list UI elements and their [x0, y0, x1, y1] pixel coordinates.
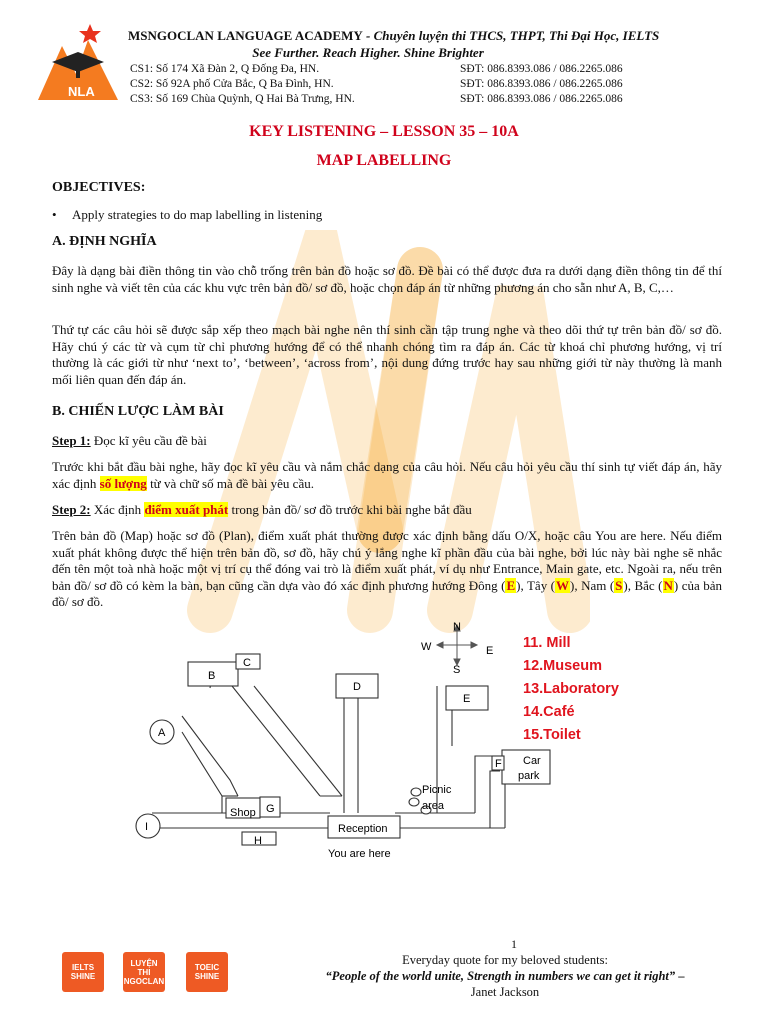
branch-row — [130, 78, 623, 90]
branch-phone: SĐT: 086.8393.086 / 086.2265.086 — [460, 63, 623, 75]
answer-legend — [523, 632, 619, 747]
academy-name: MSNGOCLAN LANGUAGE ACADEMY — [128, 28, 363, 43]
direction-sep: ), Nam ( — [570, 577, 615, 593]
direction-north: N — [663, 577, 673, 593]
step-1-paragraph — [52, 459, 722, 492]
map-label-car: Car — [523, 755, 541, 767]
legend-item: 12.Museum — [523, 658, 602, 674]
compass-w: W — [421, 641, 432, 653]
academy-logo-icon — [32, 22, 124, 102]
quote-author: Janet Jackson — [470, 985, 540, 999]
academy-header — [128, 28, 748, 44]
lesson-subtitle: MAP LABELLING — [316, 152, 452, 169]
step-1-label: Step 1: — [52, 433, 91, 448]
branch-phone: SĐT: 086.8393.086 / 086.2265.086 — [460, 93, 623, 105]
ngoclan-logo-icon: LUYỆN THI NGOCLAN — [123, 952, 165, 992]
step-2-paragraph — [52, 528, 722, 611]
ielts-shine-logo-icon: IELTS SHINE — [62, 952, 104, 992]
bullet-icon: • — [52, 207, 57, 222]
lesson-title: KEY LISTENING – LESSON 35 – 10A — [249, 123, 519, 140]
branch-address: CS1: Số 174 Xã Đàn 2, Q Đống Đa, HN. — [130, 63, 320, 75]
step-2-end: ) của bản đồ/ sơ đồ. — [52, 577, 723, 610]
section-a-paragraph-2: Thứ tự các câu hỏi sẽ được sắp xếp theo mạch bài nghe nên thí sinh cần tập trung nghe và theo dõi thứ tự trên bản đồ/ sơ đồ. Hãy chú ý các từ và cụm từ chỉ phương hướng để có thể nhanh chóng tìm ra đáp án. Các từ khoá chỉ phương hướng, vị trí thường là các giới từ như ‘next to’, ‘between’, ‘across from’, nội dung đứng trước hay sau những giới từ này thường là manh mối liên quan đến đáp án. — [52, 322, 722, 387]
toeic-shine-logo-icon: TOEIC SHINE — [186, 952, 228, 992]
step-1-text: Đọc kĩ yêu cầu đề bài — [90, 433, 207, 448]
step-2-text-b: trong bản đồ/ sơ đồ trước khi bài nghe bắt đầu — [228, 502, 472, 517]
map-label-f: F — [495, 758, 502, 770]
map-label-you-are-here: You are here — [328, 848, 391, 860]
branch-address: CS2: Số 92A phố Cửa Bắc, Q Ba Đình, HN. — [130, 78, 334, 90]
direction-south: S — [615, 577, 623, 593]
legend-item: 13.Laboratory — [523, 681, 619, 697]
map-label-d: D — [353, 681, 361, 693]
highlight-starting-point: điểm xuất phát — [144, 502, 229, 517]
map-label-area: area — [422, 800, 445, 812]
map-label-a: A — [158, 727, 166, 739]
footer-quote — [270, 952, 740, 1000]
map-picnic-circle — [409, 798, 419, 806]
branch-row — [130, 63, 623, 75]
map-label-c: C — [243, 657, 251, 669]
section-b-heading: B. CHIẾN LƯỢC LÀM BÀI — [52, 404, 224, 419]
step-2-body: Trên bản đồ (Map) hoặc sơ đồ (Plan), điểm xuất phát thường được xác định bằng dấu O/X, hoặc câu You are here. Nếu điểm xuất phát không được thể hiện trên bản đồ, sơ đồ, hãy chú ý lắng nghe kĩ phần đầu của bài nghe, bởi lúc này bài nghe sẽ nhắc đến tên một toà nhà hoặc một vị trí cụ thể đóng vai trò là điểm xuất phát, ví dụ như Entrance, Main gate, etc. Ngoài ra, nếu trên bản đồ/ sơ đồ có kèm la bàn, bạn cũng cần dựa vào đó xác định phương hướng Đông ( — [52, 528, 722, 593]
direction-sep: ), Tây ( — [516, 577, 556, 593]
step-1-heading — [52, 433, 207, 449]
section-a-paragraph-1: Đây là dạng bài điền thông tin vào chỗ trống trên bản đồ hoặc sơ đồ. Đề bài có thể được đưa ra dưới dạng điền thông tin để thí sinh nghe và viết tên của các khu vực trên bản đồ/ sơ đồ, hoặc chọn đáp án từ những phương án cho sẵn như A, B, C,… — [52, 263, 722, 295]
direction-east: E — [506, 577, 516, 593]
map-label-picnic: Picnic — [422, 784, 452, 796]
objectives-heading: OBJECTIVES: — [52, 180, 146, 195]
branch-phone: SĐT: 086.8393.086 / 086.2265.086 — [460, 78, 623, 90]
svg-text:NLA: NLA — [68, 84, 95, 99]
page-number: 1 — [511, 937, 517, 951]
objective-item — [52, 207, 322, 223]
step-1-text-a: Trước khi bắt đầu bài nghe, hãy đọc kĩ yêu cầu và nắm chắc dạng của câu hỏi. Nếu câu hỏi yêu cầu thí sinh tự viết đáp án, hãy xác định — [52, 459, 722, 491]
quote-dash: – — [675, 969, 685, 983]
step-2-label: Step 2: — [52, 502, 91, 517]
legend-item: 11. Mill — [523, 635, 571, 651]
academy-tagline: - Chuyên luyện thi THCS, THPT, Thi Đại Học, IELTS — [362, 28, 660, 43]
academy-slogan: See Further. Reach Higher. Shine Brighter — [252, 45, 484, 60]
map-picnic-circle — [411, 788, 421, 796]
step-2-heading — [52, 502, 472, 518]
objective-text: Apply strategies to do map labelling in listening — [72, 207, 323, 222]
highlight-quantity: số lượng — [99, 475, 147, 491]
map-label-e: E — [463, 693, 471, 705]
branch-row — [130, 93, 623, 105]
map-label-park: park — [518, 770, 540, 782]
map-label-i: I — [145, 821, 149, 833]
step-1-text-b: từ và chữ số mà đề bài yêu cầu. — [146, 475, 314, 491]
map-label-shop: Shop — [230, 807, 256, 819]
direction-west: W — [556, 577, 570, 593]
map-label-reception: Reception — [338, 823, 388, 835]
map-label-h: H — [254, 835, 262, 847]
legend-item: 14.Café — [523, 704, 575, 720]
step-2-text-a: Xác định — [90, 502, 145, 517]
compass-n: N — [453, 621, 461, 633]
quote-intro: Everyday quote for my beloved students: — [402, 953, 608, 967]
direction-sep: ), Bắc ( — [623, 577, 663, 593]
section-a-heading: A. ĐỊNH NGHĨA — [52, 234, 157, 249]
compass-s: S — [453, 664, 461, 676]
map-label-b: B — [208, 670, 216, 682]
branch-address: CS3: Số 169 Chùa Quỳnh, Q Hai Bà Trưng, HN. — [130, 93, 355, 105]
legend-item: 15.Toilet — [523, 727, 581, 743]
compass-e: E — [486, 645, 494, 657]
map-label-g: G — [266, 803, 275, 815]
quote-text: “People of the world unite, Strength in numbers we can get it right” — [325, 969, 676, 983]
